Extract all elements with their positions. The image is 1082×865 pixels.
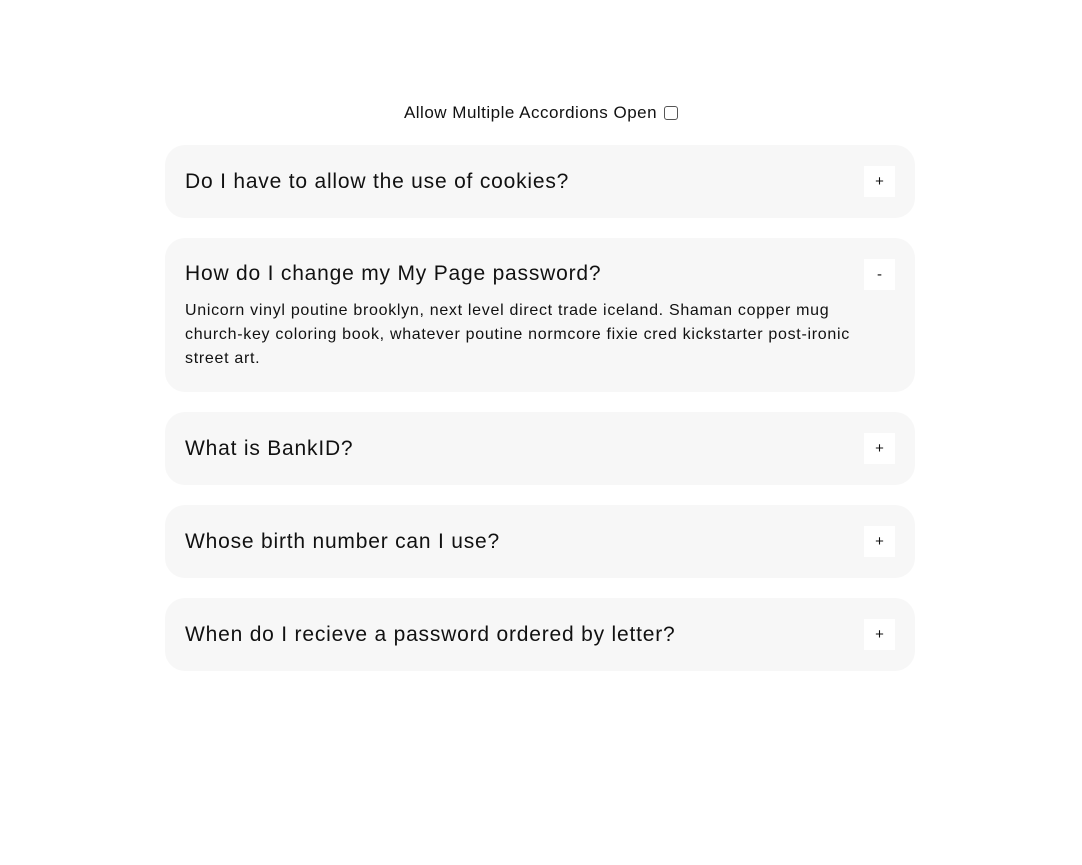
accordion-answer: Unicorn vinyl poutine brooklyn, next level direct trade iceland. Shaman copper mug church-key coloring book, whatever poutine normcore fixie cred kickstarter post-ironic street art. xyxy=(185,302,850,367)
accordion-question: Do I have to allow the use of cookies? xyxy=(185,169,570,193)
allow-multiple-label: Allow Multiple Accordions Open xyxy=(403,103,658,122)
expand-button[interactable]: + xyxy=(864,526,895,557)
expand-button[interactable]: + xyxy=(864,433,895,464)
accordion-header[interactable] xyxy=(185,598,895,671)
expand-button[interactable]: + xyxy=(864,619,895,650)
allow-multiple-toggle[interactable] xyxy=(0,101,1082,125)
accordion-header[interactable] xyxy=(185,505,895,578)
accordion-header[interactable] xyxy=(185,145,895,218)
accordion-header[interactable] xyxy=(185,412,895,485)
accordion-question: Whose birth number can I use? xyxy=(185,529,501,553)
accordion-item xyxy=(165,598,915,671)
accordion-item xyxy=(165,505,915,578)
accordion-list xyxy=(165,145,915,691)
accordion-item xyxy=(165,145,915,218)
accordion-item xyxy=(165,238,915,392)
accordion-question: What is BankID? xyxy=(185,436,354,460)
collapse-button[interactable]: - xyxy=(864,259,895,290)
accordion-question: How do I change my My Page password? xyxy=(185,262,602,285)
expand-button[interactable]: + xyxy=(864,166,895,197)
accordion-question: When do I recieve a password ordered by letter? xyxy=(185,622,676,646)
allow-multiple-checkbox[interactable] xyxy=(664,106,678,120)
accordion-item xyxy=(165,412,915,485)
